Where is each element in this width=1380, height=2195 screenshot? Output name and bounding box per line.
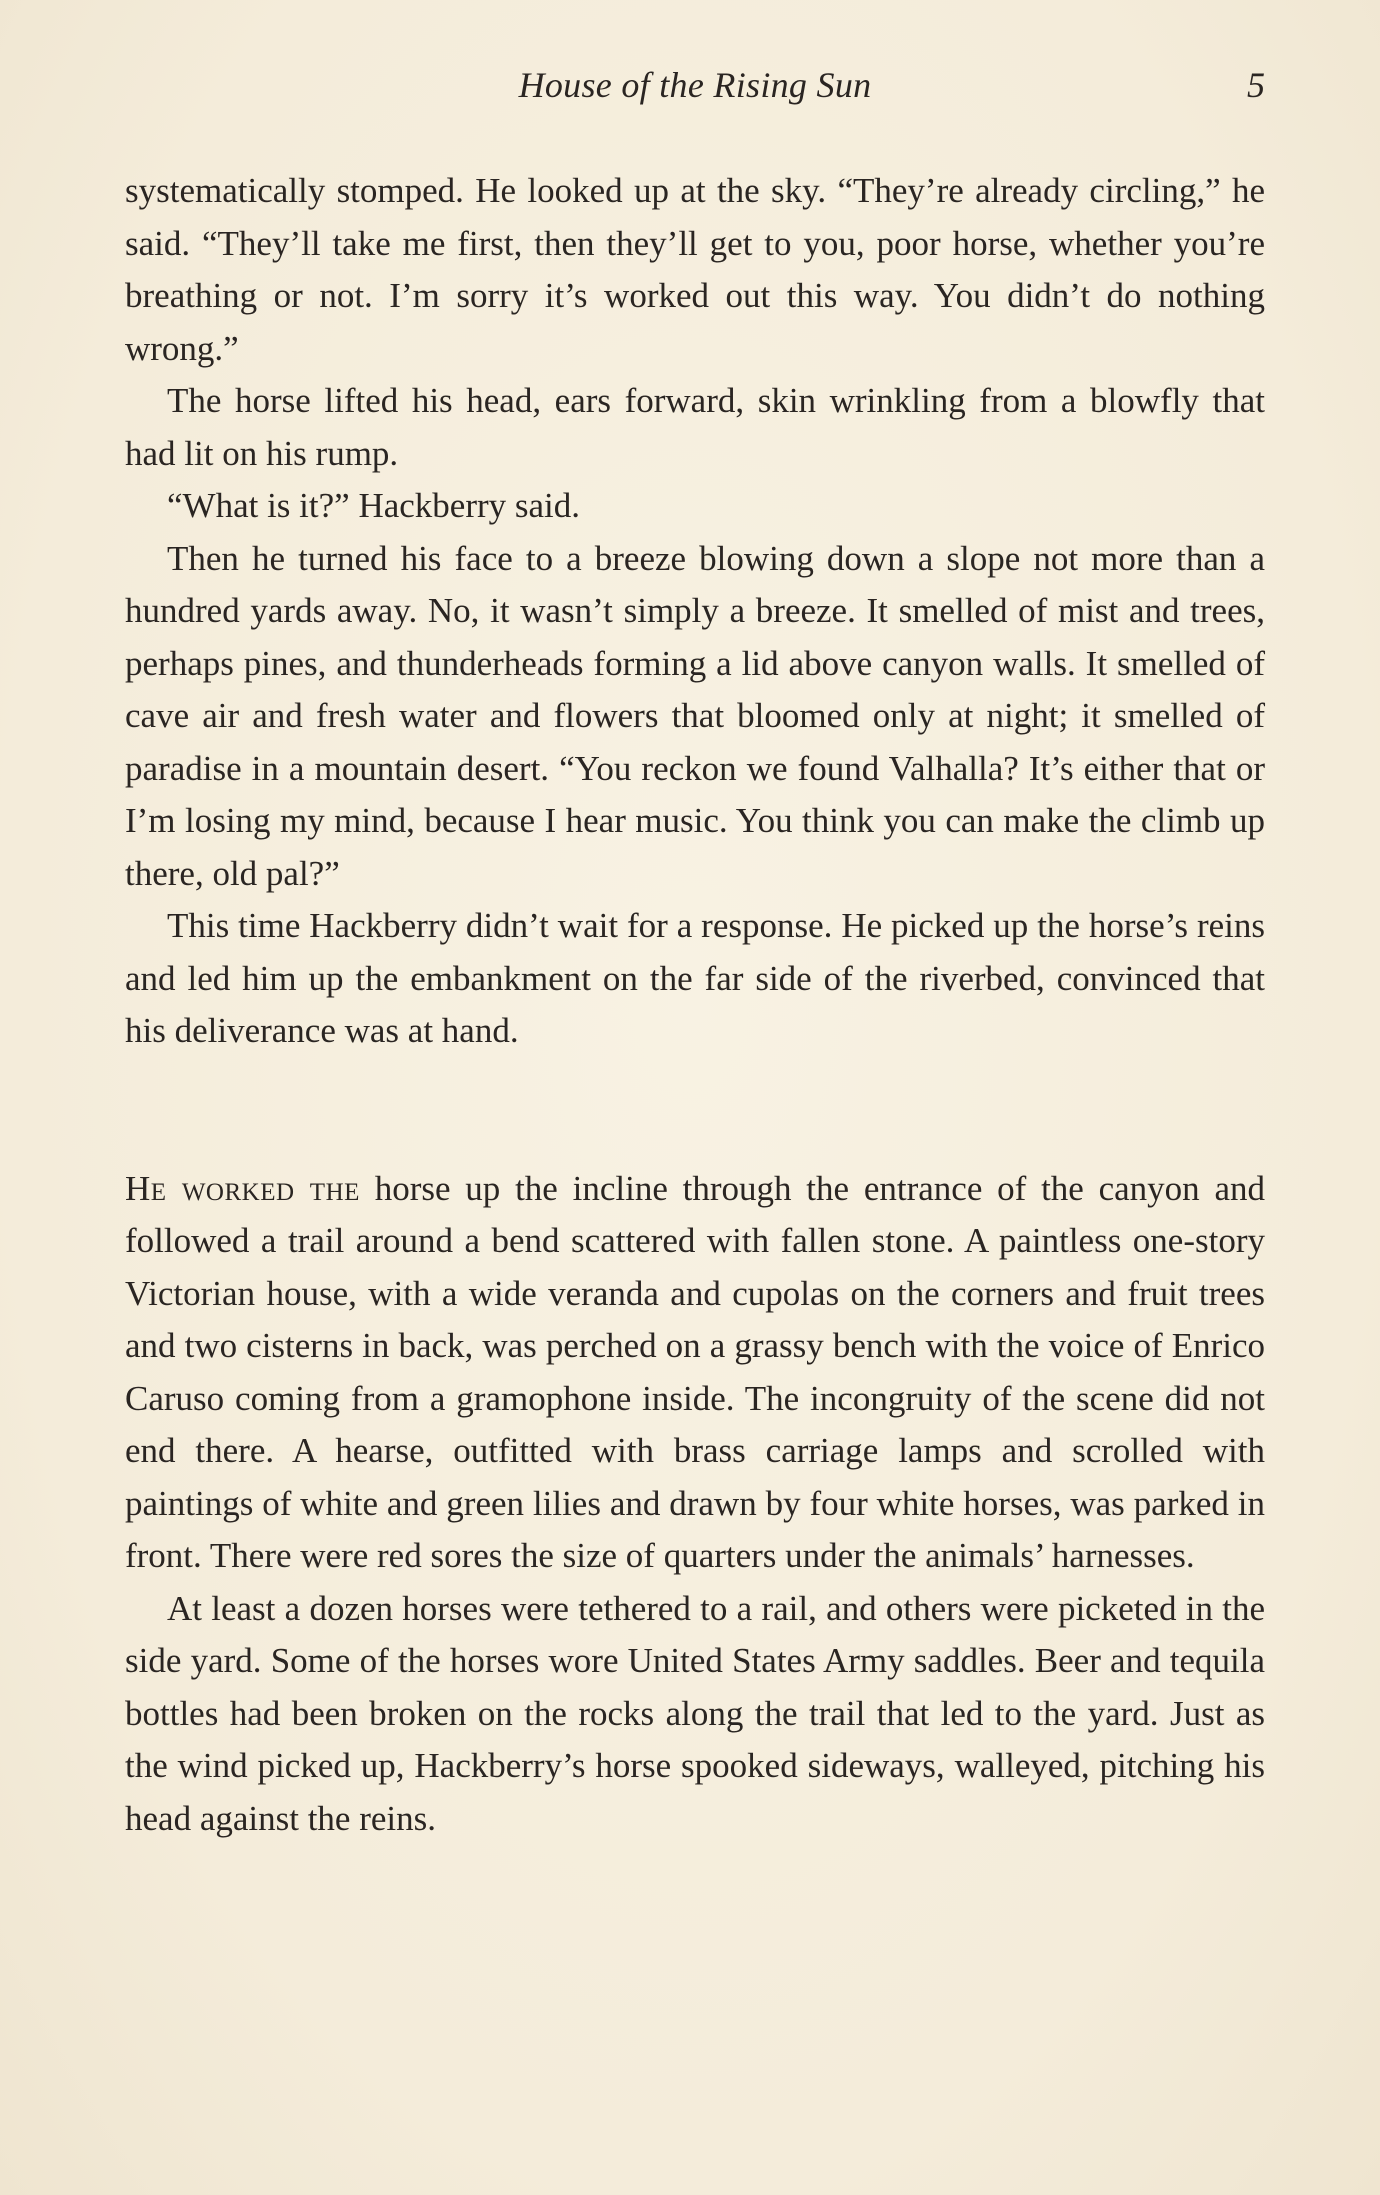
body-text — [125, 165, 1265, 1845]
paragraph: At least a dozen horses were tethered to a rail, and others were picketed in the side yard. Some of the horses wore United States Army saddles. Beer and tequila bottles had been broken on the rocks along the trail that led to the yard. Just as the wind picked up, Hackberry’s horse spooked sideways, walleyed, pitching his head against the reins. — [125, 1588, 1265, 1838]
running-head: House of the Rising Sun — [518, 65, 872, 105]
section-opening-paragraph — [125, 1163, 1265, 1583]
paragraph-continued: systematically stomped. He looked up at the sky. “They’re already circling,” he said. “They’ll take me first, then they’ll get to you, poor horse, whether you’re breathing or not. I’m sorry it’s worked out this way. You didn’t do nothing wrong.” — [125, 171, 1265, 368]
section-break — [125, 1058, 1265, 1163]
paragraph: Then he turned his face to a breeze blowing down a slope not more than a hundred yards away. No, it wasn’t simply a breeze. It smelled of mist and trees, perhaps pines, and thunderheads forming a lid above canyon walls. It smelled of cave air and fresh water and flowers that bloomed only at night; it smelled of paradise in a mountain desert. “You reckon we found Valhalla? It’s either that or I’m losing my mind, because I hear music. You think you can make the climb up there, old pal?” — [125, 538, 1265, 893]
paragraph: This time Hackberry didn’t wait for a response. He picked up the horse’s reins and led him up the embankment on the far side of the riverbed, convinced that his deliverance was at hand. — [125, 906, 1265, 1050]
page-number: 5 — [1247, 65, 1265, 105]
small-caps-lead-in: He worked the — [125, 1168, 360, 1208]
page-header — [125, 60, 1265, 110]
paragraph-text: horse up the incline through the entrance of the canyon and followed a trail around a bend scattered with fallen stone. A paintless one-story Victorian house, with a wide veranda and cupolas on the corners and fruit trees and two cisterns in back, was perched on a grassy bench with the voice of Enrico Caruso coming from a gramophone inside. The incongruity of the scene did not end there. A hearse, outfitted with brass carriage lamps and scrolled with paintings of white and green lilies and drawn by four white horses, was parked in front. There were red sores the size of quarters under the animals’ harnesses. — [125, 1168, 1265, 1575]
paragraph: “What is it?” Hackberry said. — [167, 486, 581, 525]
paragraph: The horse lifted his head, ears forward, skin wrinkling from a blowfly that had lit on his rump. — [125, 381, 1265, 473]
